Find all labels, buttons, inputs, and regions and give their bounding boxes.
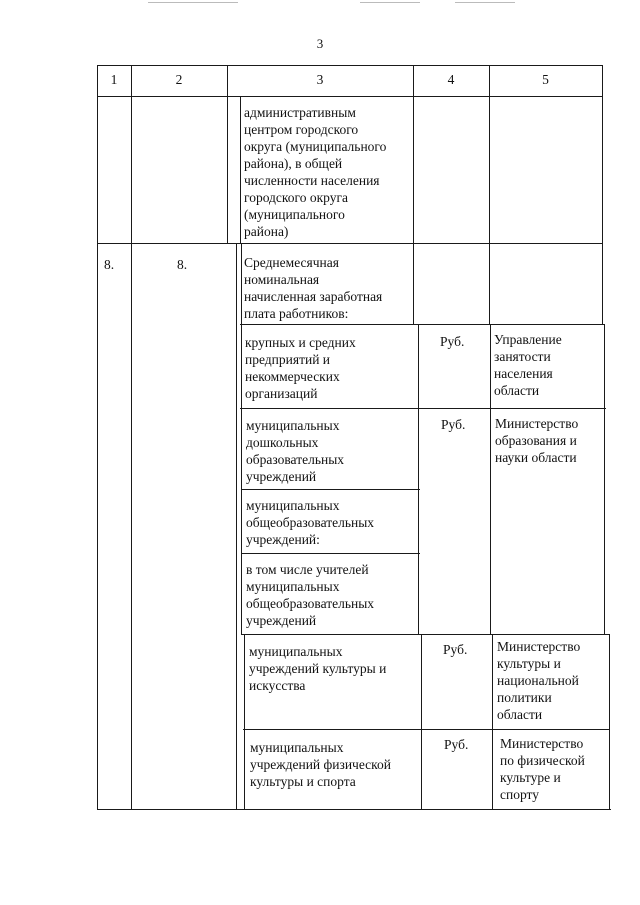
subrow-separator	[243, 729, 610, 730]
column-border	[244, 634, 245, 810]
header-cell-5: 5	[542, 72, 549, 87]
column-border	[489, 65, 490, 324]
scan-artifact	[148, 2, 238, 3]
table-bottom-border	[97, 809, 611, 810]
subrow-text: муниципальных общеобразовательных учреждений:	[246, 498, 375, 547]
subrow-separator	[240, 324, 604, 325]
row-number: 8.	[104, 257, 115, 272]
table-top-border	[97, 65, 603, 66]
indicator-number: 8.	[177, 257, 188, 272]
column-border	[241, 324, 242, 634]
column-border	[609, 634, 610, 810]
source-value: Министерство культуры и национальной политики области	[497, 639, 581, 722]
subrow-separator	[241, 634, 609, 635]
unit-value: Руб.	[441, 417, 466, 432]
page-number: 3	[316, 36, 324, 51]
column-border	[602, 65, 603, 324]
subrow-separator	[241, 489, 420, 490]
subrow-text: муниципальных дошкольных образовательных учреждений	[246, 418, 345, 484]
header-bottom-border	[97, 96, 603, 97]
subrow-text: крупных и средних предприятий и некоммерческих организаций	[245, 335, 356, 401]
indicator-title: Среднемесячная номинальная начисленная заработная плата работников:	[244, 255, 383, 321]
source-value: Министерство по физической культуре и спорту	[500, 736, 585, 802]
continuation-text: административным центром городского округа (муниципального района), в общей численности населения городского округа (муниципального района)	[244, 105, 387, 239]
column-border	[131, 65, 132, 810]
subrow-separator	[240, 408, 606, 409]
column-border	[227, 65, 228, 243]
source-value: Управление занятости населения области	[494, 332, 562, 398]
column-border	[240, 96, 241, 243]
source-value: Министерство образования и науки области	[495, 416, 579, 465]
column-border	[490, 324, 491, 634]
column-border	[236, 243, 237, 810]
header-cell-3: 3	[316, 72, 324, 87]
scan-artifact	[455, 2, 515, 3]
column-border	[418, 324, 419, 634]
scan-artifact	[360, 2, 420, 3]
header-cell-1: 1	[110, 72, 118, 87]
column-border	[421, 634, 422, 810]
column-border	[97, 65, 98, 810]
subrow-text: муниципальных учреждений физической культуры и спорта	[250, 740, 392, 789]
header-cell-2: 2	[175, 72, 183, 87]
column-border	[492, 634, 493, 810]
row-separator	[97, 243, 603, 244]
subrow-separator	[241, 553, 420, 554]
column-border	[413, 65, 414, 324]
unit-value: Руб.	[444, 737, 469, 752]
unit-value: Руб.	[440, 334, 465, 349]
column-border	[604, 324, 605, 634]
subrow-text: в том числе учителей муниципальных общеобразовательных учреждений	[246, 562, 375, 628]
unit-value: Руб.	[443, 642, 468, 657]
header-cell-4: 4	[447, 72, 455, 87]
subrow-text: муниципальных учреждений культуры и искусства	[249, 644, 387, 693]
column-border	[241, 243, 242, 324]
